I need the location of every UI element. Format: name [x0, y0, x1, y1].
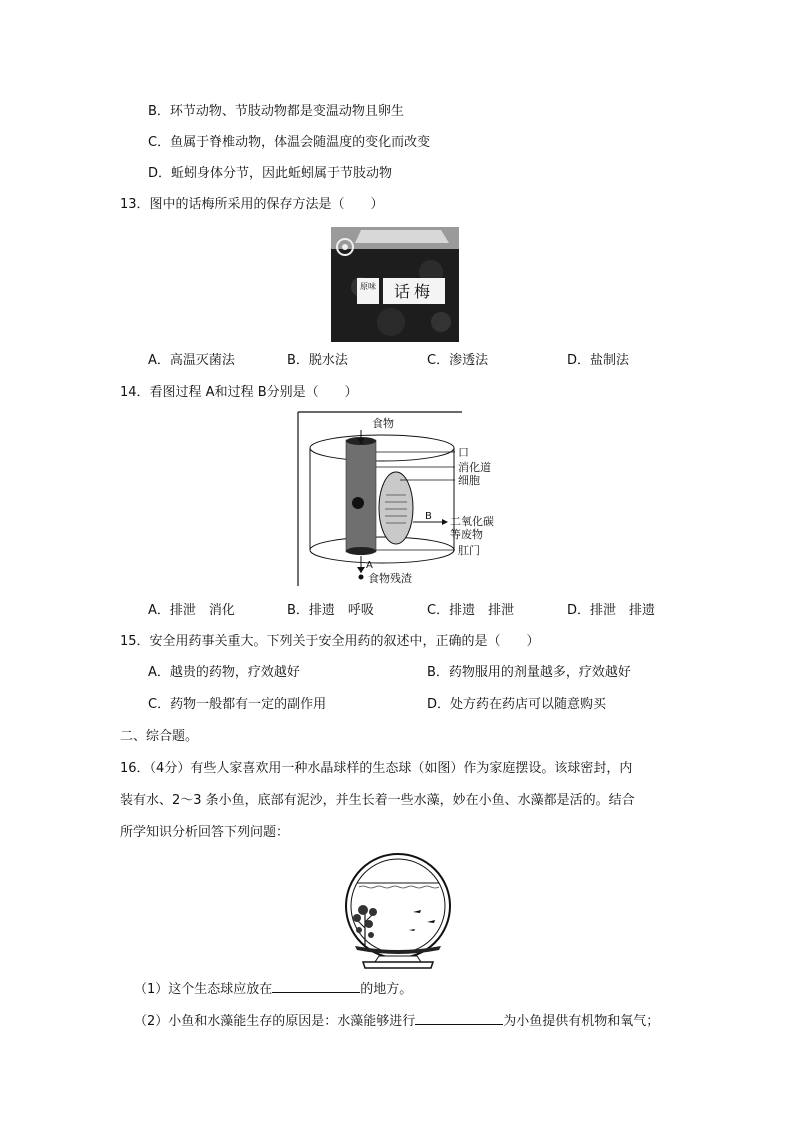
q16-sub1-text-after: 的地方。: [360, 982, 413, 997]
q16-stem-line3: 所学知识分析回答下列问题：: [120, 825, 290, 840]
q16-sub1-answer-blank[interactable]: [272, 978, 360, 993]
q16-sub2-text-after: 为小鱼提供有机物和氧气；: [503, 1014, 660, 1029]
q16-sub2-answer-blank[interactable]: [415, 1010, 503, 1025]
plum-label-huamei: 话梅: [393, 282, 435, 301]
ecosphere-figure: [335, 850, 461, 972]
q16-stem-line1: 16．（4分）有些人家喜欢用一种水晶球样的生态球（如图）作为家庭摆设。该球密封，内: [120, 761, 633, 776]
plum-package-photo: [331, 227, 459, 342]
label-process-b: B: [425, 511, 432, 522]
q13-option-a: A．高温灭菌法: [148, 353, 235, 368]
q14-option-a: A．排泄 消化: [148, 603, 235, 618]
q16-sub2: [134, 1010, 659, 1031]
q14-option-b: B．排遗 呼吸: [287, 603, 374, 618]
q16-stem-line2: 装有水、2～3 条小鱼，底部有泥沙，并生长着一些水藻，妙在小鱼、水藻都是活的。结合: [120, 793, 635, 808]
label-mouth: 口: [458, 446, 469, 459]
label-food: 食物: [372, 417, 394, 430]
q16-sub2-text-before: （2）小鱼和水藻能生存的原因是：水藻能够进行: [134, 1014, 416, 1029]
label-food-residue: 食物残渣: [368, 572, 412, 585]
label-co2: 二氧化碳: [450, 515, 494, 528]
digestion-diagram: [292, 410, 502, 590]
section-title: 二、综合题。: [120, 729, 199, 744]
q15-option-c: C．药物一般都有一定的副作用: [148, 697, 327, 712]
q15-stem: 15．安全用药事关重大。下列关于安全用药的叙述中，正确的是（ ）: [120, 634, 540, 649]
q16-sub1-text-before: （1）这个生态球应放在: [134, 982, 273, 997]
label-process-a: A: [366, 560, 373, 571]
q12-option-c: C．鱼属于脊椎动物，体温会随温度的变化而改变: [148, 135, 431, 150]
q14-option-c: C．排遗 排泄: [427, 603, 515, 618]
q13-stem: 13．图中的话梅所采用的保存方法是（ ）: [120, 197, 384, 212]
label-waste: 等废物: [450, 528, 483, 541]
q12-option-d: D．蚯蚓身体分节，因此蚯蚓属于节肢动物: [148, 166, 393, 181]
q15-option-b: B．药物服用的剂量越多，疗效越好: [427, 665, 631, 680]
q15-option-a: A．越贵的药物，疗效越好: [148, 665, 300, 680]
q13-option-d: D．盐制法: [567, 353, 630, 368]
q12-option-b: B．环节动物、节肢动物都是变温动物且卵生: [148, 104, 404, 119]
q15-option-d: D．处方药在药店可以随意购买: [427, 697, 607, 712]
q13-option-c: C．渗透法: [427, 353, 489, 368]
q14-option-d: D．排泄 排遗: [567, 603, 656, 618]
label-digestive-tract: 消化道: [458, 461, 491, 474]
q13-option-b: B．脱水法: [287, 353, 348, 368]
q16-sub1: [134, 978, 412, 999]
q14-stem: 14．看图过程 A和过程 B分别是（ ）: [120, 385, 358, 400]
label-cell: 细胞: [458, 474, 480, 487]
label-anus: 肛门: [458, 544, 480, 557]
plum-label-yuanwei: 原味: [360, 282, 376, 291]
